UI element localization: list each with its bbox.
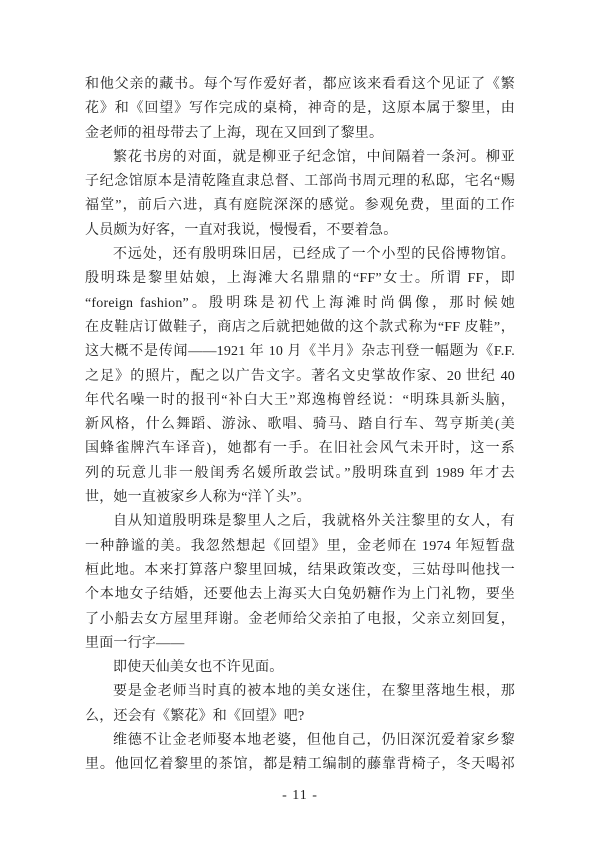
text-line: 福堂”，前后六进，真有庭院深深的感觉。参观免费，里面的工作: [85, 198, 515, 214]
text-line: 桓此地。本来打算落户黎里回城，结果政策改变，三姑母叫他找一: [85, 562, 515, 578]
text-line: 子纪念馆原本是清乾隆直隶总督、工部尚书周元理的私邸，宅名“赐: [85, 174, 515, 190]
text-line: 花》和《回望》写作完成的桌椅，神奇的是，这原本属于黎里，由: [85, 101, 515, 117]
page-body: [85, 73, 515, 778]
text-line: 国蜂雀牌汽车译音)，她都有一手。在旧社会风气未开时，这一系: [85, 441, 515, 457]
text-line: 之足》的照片，配之以广告文字。著名文史掌故作家、20 世纪 40: [85, 368, 515, 384]
text-line: 维德不让金老师娶本地老婆，但他自己，仍旧深沉爱着家乡黎: [113, 733, 515, 749]
text-line: 年代名噪一时的报刊“补白大王”郑逸梅曾经说：“明珠具新头脑，: [85, 392, 515, 408]
text-line: 世，她一直被家乡人称为“洋丫头”。: [85, 490, 311, 506]
page-number: - 11 -: [282, 787, 318, 803]
text-line: 新风格，什么舞蹈、游泳、歌唱、骑马、踏自行车、驾亨斯美(美: [85, 417, 515, 433]
text-line: 列的玩意儿非一般闺秀名媛所敢尝试。”殷明珠直到 1989 年才去: [85, 465, 515, 481]
text-line: 里面一行字——: [85, 635, 185, 651]
text-line: 个本地女子结婚，还要他去上海买大白兔奶糖作为上门礼物，要坐: [85, 587, 515, 603]
text-line: 不远处，还有殷明珠旧居，已经成了一个小型的民俗博物馆。: [113, 247, 515, 263]
text-line: 和他父亲的藏书。每个写作爱好者，都应该来看看这个见证了《繁: [85, 77, 515, 92]
text-line: 要是金老师当时真的被本地的美女迷住，在黎里落地生根，那: [113, 684, 515, 700]
text-line: 人员颇为好客，一直对我说，慢慢看，不要着急。: [85, 222, 398, 238]
text-line: “foreign fashion”。殷明珠是初代上海滩时尚偶像，那时候她: [85, 295, 515, 311]
text-line: 殷明珠是黎里姑娘，上海滩大名鼎鼎的“FF”女士。所谓 FF，即: [85, 271, 515, 287]
text-line: 即使天仙美女也不许见面。: [113, 660, 284, 676]
text-line: 自从知道殷明珠是黎里人之后，我就格外关注黎里的女人，有: [113, 514, 515, 530]
text-line: 繁花书房的对面，就是柳亚子纪念馆，中间隔着一条河。柳亚: [113, 149, 515, 165]
text-line: 里。他回忆着黎里的茶馆，都是精工编制的藤靠背椅子，冬天喝祁: [85, 757, 515, 773]
text-line: 在皮鞋店订做鞋子，商店之后就把她做的这个款式称为“FF 皮鞋”，: [85, 319, 515, 335]
text-line: 金老师的祖母带去了上海，现在又回到了黎里。: [85, 125, 384, 141]
text-line: 么，还会有《繁花》和《回望》吧?: [85, 708, 305, 724]
text-line: 一种静谧的美。我忽然想起《回望》里，金老师在 1974 年短暂盘: [85, 538, 515, 554]
text-line: 这大概不是传闻——1921 年 10 月《半月》杂志刊登一幅题为《F.F.: [85, 344, 515, 360]
text-line: 了小船去女方屋里拜谢。金老师给父亲拍了电报，父亲立刻回复，: [85, 611, 515, 627]
